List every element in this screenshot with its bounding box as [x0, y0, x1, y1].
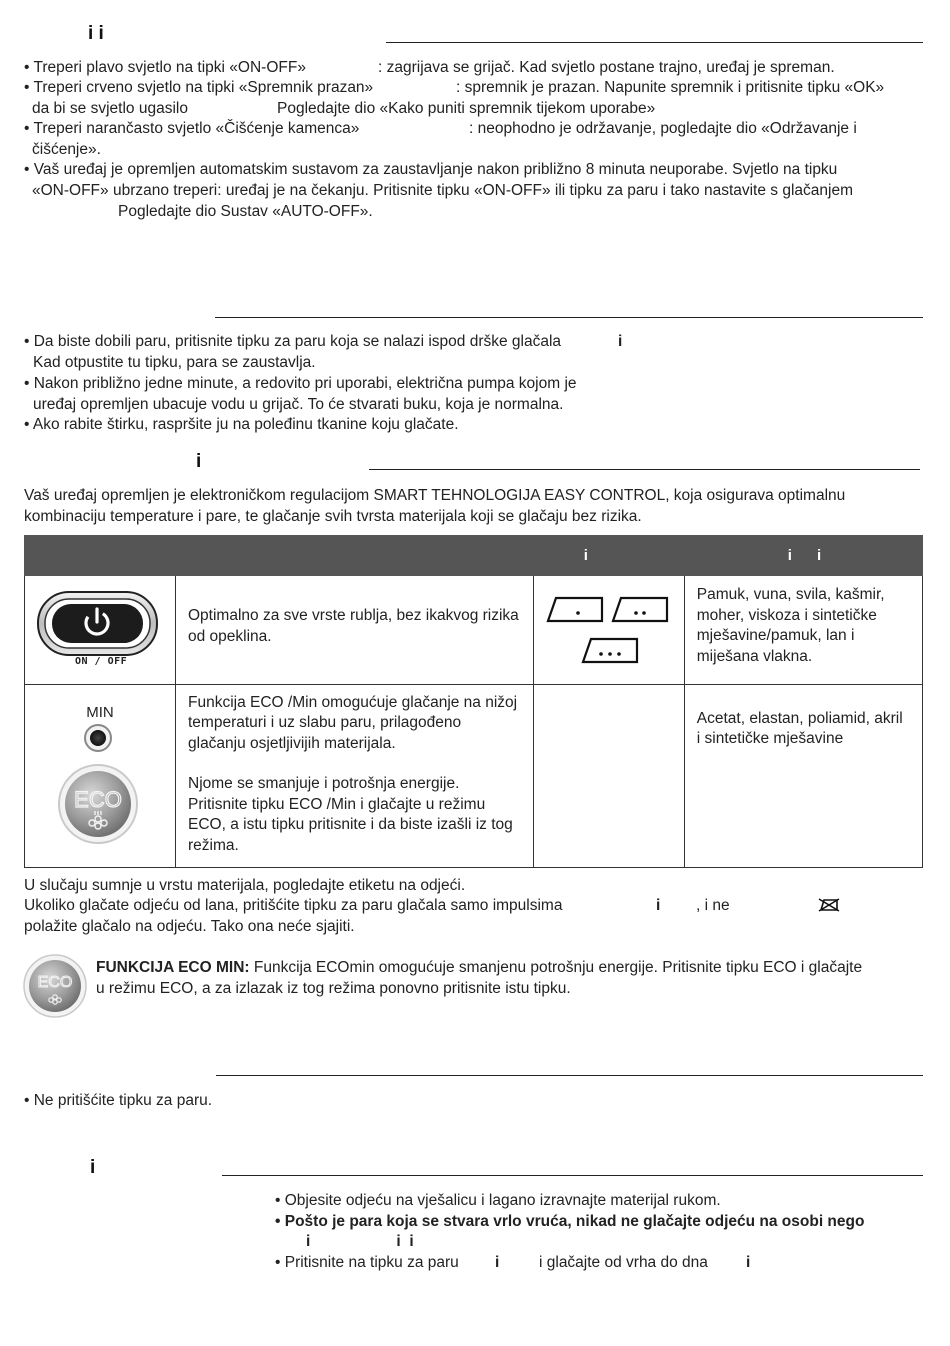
steam-bullet-2: • Nakon približno jedne minute, a redovito pri uporabi, električna pumpa kojom je — [24, 375, 577, 392]
section-heading-fragment: i — [196, 451, 202, 472]
eco-button-icon — [25, 723, 175, 863]
eco-min-text — [96, 958, 862, 979]
eco-desc-cell — [176, 684, 534, 867]
eco-min-label: FUNKCIJA ECO MIN: — [96, 959, 250, 976]
vertical-steam-bullet-3-fragment: i — [746, 1254, 751, 1271]
eco-min-icon — [22, 953, 88, 1019]
onoff-desc-cell: Optimalno za sve vrste rublja, bez ikakvog rizika od opeklina. — [176, 576, 534, 685]
table-row — [25, 576, 923, 685]
table-header-cell — [176, 536, 534, 576]
linen-note-end: polažite glačalo na odjeću. Tako ona neće sjajiti. — [24, 918, 355, 935]
eco-min-desc: Funkcija ECOmin omogućuje smanjenu potrošnju energije. Pritisnite tipku ECO i glačajte — [249, 959, 863, 976]
steam-bullet-3: • Ako rabite štirku, raspršite ju na poleđinu tkanine koju glačate. — [24, 416, 459, 433]
table-header-cell: i i — [684, 536, 922, 576]
table-header-cell: i — [533, 536, 684, 576]
steam-bullet-1-cont: Kad otpustite tu tipku, para se zaustavlja. — [33, 354, 316, 371]
eco-iron-temps-cell — [533, 684, 684, 867]
section-divider — [215, 317, 923, 318]
linen-note: Ukoliko glačate odjeću od lana, pritišćite tipku za paru glačala samo impulsima — [24, 897, 563, 914]
eco-min-text-cont: u režimu ECO, a za izlazak iz tog režima ponovno pritisnite istu tipku. — [96, 980, 571, 997]
bullet-orange-light-text: : neophodno je održavanje, pogledajte dio «Održavanje i — [469, 120, 857, 137]
linen-note-fragment: i — [656, 897, 661, 914]
eco-desc-p1: Funkcija ECO /Min omogućuje glačanje na nižoj temperaturi i uz slabu paru, prilagođeno glačanju osjetljivijih materijala. — [188, 693, 518, 752]
table-header-row — [25, 536, 923, 576]
do-not-iron-icon — [818, 898, 840, 912]
bullet-red-light: • Treperi crveno svjetlo na tipki «Spremnik prazan» — [24, 79, 374, 96]
section-divider — [216, 1075, 923, 1076]
section-divider — [386, 42, 923, 43]
section-heading-fragment: i — [90, 1157, 96, 1178]
smart-tech-intro-cont: kombinaciju temperature i pare, te glačanje svih tvrsta materijala koji se glačaju bez rizika. — [24, 508, 642, 525]
vertical-steam-bullet-3-fragment: i — [495, 1254, 500, 1271]
vertical-steam-bullet-2: • Pošto je para koja se stvara vrlo vruća, nikad ne glačajte odjeću na osobi nego — [275, 1213, 865, 1230]
vertical-steam-bullet-3-cont: i glačajte od vrha do dna — [539, 1254, 708, 1271]
steam-bullet-1: • Da biste dobili paru, pritisnite tipku za paru koja se nalazi ispod drške glačala — [24, 333, 562, 350]
vertical-steam-bullet-1: • Objesite odjeću na vješalicu i lagano izravnajte materijal rukom. — [275, 1192, 721, 1209]
section-divider — [222, 1175, 923, 1176]
onoff-fabrics-cell: Pamuk, vuna, svila, kašmir, moher, viskoza i sintetičke mješavine/pamuk, lan i miješana vlakna. — [684, 576, 922, 685]
bullet-orange-light: • Treperi narančasto svjetlo «Čišćenje kamenca» — [24, 120, 360, 137]
bullet-auto-off: • Vaš uređaj je opremljen automatskim sustavom za zaustavljanje nakon približno 8 minuta neuporabe. Svjetlo na tipku — [24, 161, 838, 178]
bullet-auto-off-cont: «ON-OFF» ubrzano treperi: uređaj je na čekanju. Pritisnite tipku «ON-OFF» ili tipku za paru i tako nastavite s glačanjem — [32, 182, 854, 199]
steam-bullet-2-cont: uređaj opremljen ubacuje vodu u grijač. To će stvarati buku, koja je normalna. — [33, 396, 564, 413]
vertical-steam-bullet-3: • Pritisnite na tipku za paru — [275, 1254, 459, 1271]
section-divider — [369, 469, 920, 470]
no-steam-note: • Ne pritišćite tipku za paru. — [24, 1092, 213, 1109]
onoff-button-cell: ON / OFF — [25, 576, 176, 685]
bullet-red-light-ref: Pogledajte dio «Kako puniti spremnik tijekom uporabe» — [277, 100, 656, 117]
iron-temperature-icon — [534, 576, 684, 677]
section-heading-fragment: i i — [88, 23, 104, 44]
vertical-steam-bullet-2-fragment: i i i — [306, 1233, 414, 1250]
eco-icon-letters: ECO — [74, 787, 122, 812]
linen-note-cont: , i ne — [696, 897, 730, 914]
bullet-auto-off-ref: Pogledajte dio Sustav «AUTO-OFF». — [118, 203, 373, 220]
eco-button-cell — [25, 684, 176, 867]
settings-table — [24, 535, 923, 868]
eco-desc-p2: Njome se smanjuje i potrošnja energije. Pritisnite tipku ECO /Min i glačajte u režimu ECO, a istu tipku pritisnite i da biste izašli iz tog režima. — [188, 775, 513, 854]
bullet-orange-light-cont: čišćenje». — [32, 141, 101, 158]
eco-fabrics-cell: Acetat, elastan, poliamid, akril i sintetičke mješavine — [684, 684, 922, 867]
smart-tech-intro: Vaš uređaj opremljen je elektroničkom regulacijom SMART TEHNOLOGIJA EASY CONTROL, koja osigurava optimalnu — [24, 487, 846, 504]
onoff-iron-temps-cell — [533, 576, 684, 685]
table-header-cell — [25, 536, 176, 576]
bullet-blue-light-text: : zagrijava se grijač. Kad svjetlo postane trajno, uređaj je spreman. — [378, 59, 835, 76]
fabric-doubt-note: U slučaju sumnje u vrstu materijala, pogledajte etiketu na odjeći. — [24, 877, 466, 894]
bullet-blue-light: • Treperi plavo svjetlo na tipki «ON-OFF» — [24, 59, 306, 76]
bullet-red-light-cont: da bi se svjetlo ugasilo — [32, 100, 188, 117]
eco-min-icon-letters: ECO — [37, 974, 73, 991]
steam-bullet-1-fragment: i — [618, 333, 623, 350]
min-label: MIN — [86, 703, 114, 721]
bullet-red-light-text: : spremnik je prazan. Napunite spremnik i pritisnite tipku «OK» — [456, 79, 885, 96]
table-row — [25, 684, 923, 867]
